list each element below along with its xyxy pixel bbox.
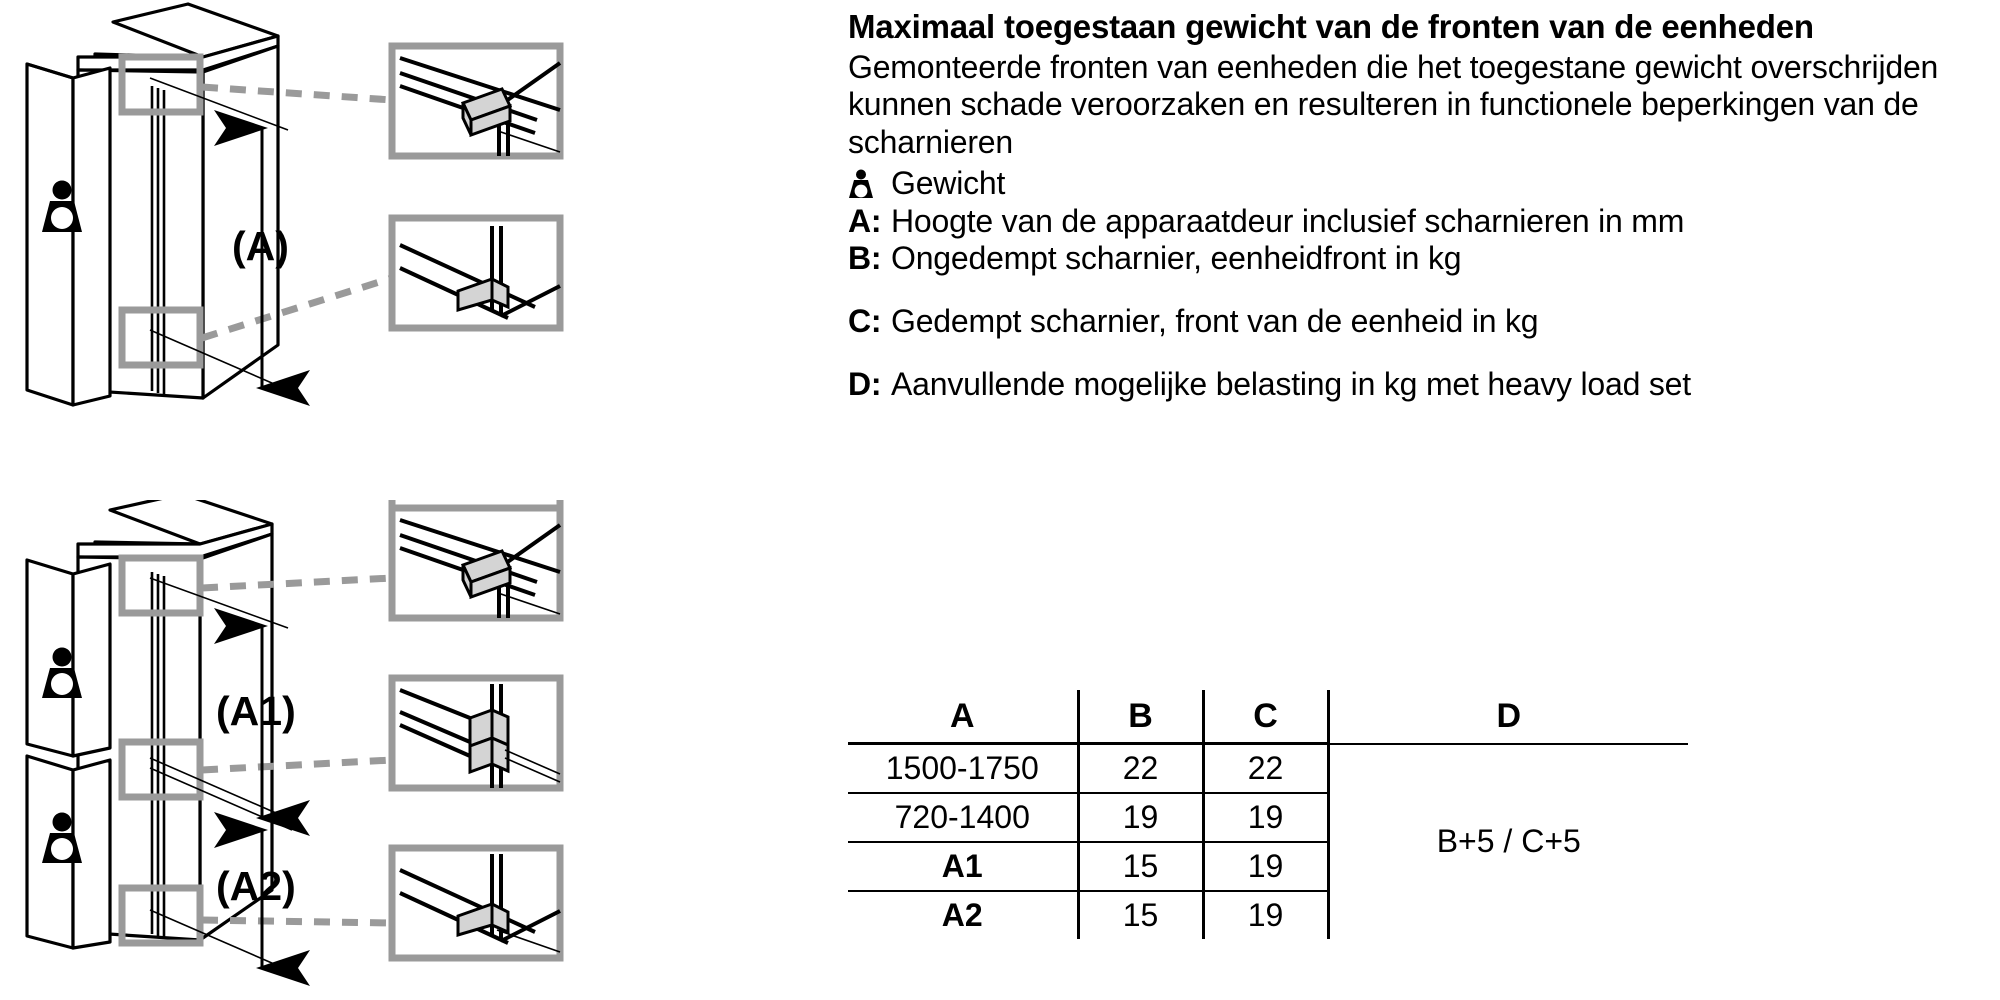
page-title: Maximaal toegestaan gewicht van de fronten van de eenheden [848,8,1814,45]
detail-callout-bottom [392,218,560,328]
detail-callout-middle [392,678,560,788]
dimension-label-a: (A) [232,223,289,269]
figure-single-door-appliance [0,0,830,500]
table-header-c: C [1203,690,1328,744]
legend-key-b: B: [848,240,882,277]
detail-callout-top [392,500,560,618]
legend-key-d: D: [848,365,882,402]
cell-b-value: 15 [1078,891,1203,939]
cell-b-value: 15 [1078,842,1203,891]
legend-key-a: A: [848,202,882,239]
dimension-label-a1: (A1) [216,688,296,734]
legend-item-weight-label: Gewicht [891,164,1006,201]
detail-callout-top [392,46,560,156]
legend-text-a: Hoogte van de apparaatdeur inclusief scharnieren in mm [891,202,1685,239]
cell-a-range: 1500-1750 [848,744,1078,794]
weight-table-container [848,690,1988,939]
cell-c-value: 19 [1203,891,1328,939]
appliance-front-panel [27,64,110,405]
legend-key-c: C: [848,303,882,340]
intro-paragraph: Gemonteerde fronten van eenheden die het toegestane gewicht overschrijden kunnen schade veroorzaken en resulteren in functionele beperkingen van de scharnieren [848,49,1939,160]
cell-a-label: A1 [848,842,1078,891]
weight-table [848,690,1688,939]
legend-item-c [848,303,1988,341]
table-header-a: A [848,690,1078,744]
cell-c-value: 19 [1203,793,1328,842]
legend-item-b [848,240,1988,278]
cell-b-value: 19 [1078,793,1203,842]
content-column [848,0,1988,1000]
cell-a-label: A2 [941,897,983,933]
cell-b-value: 22 [1078,744,1203,794]
legend-text-b: Ongedempt scharnier, eenheidfront in kg [891,240,1462,277]
leader-line-bottom [202,920,392,923]
legend-text-c: Gedempt scharnier, front van de eenheid in kg [891,303,1539,340]
dimension-label-a2: (A2) [216,863,296,909]
weight-icon [848,165,891,203]
detail-callout-bottom [392,848,560,958]
legend-item-weight [848,165,1988,203]
legend-item-d [848,366,1988,404]
table-header-d: D [1328,690,1688,744]
legend-list [848,165,1988,404]
table-header-row [848,690,1688,744]
cell-d-value: B+5 / C+5 [1328,744,1688,940]
cell-a-range: 720-1400 [848,793,1078,842]
figure-double-door-appliance [0,500,830,1000]
illustration-column [0,0,830,1000]
cell-c-value: 22 [1203,744,1328,794]
table-header-b: B [1078,690,1203,744]
table-row [848,744,1688,794]
legend-text-d: Aanvullende mogelijke belasting in kg met heavy load set [891,365,1691,402]
cell-c-value: 19 [1203,842,1328,891]
legend-item-a [848,203,1988,241]
